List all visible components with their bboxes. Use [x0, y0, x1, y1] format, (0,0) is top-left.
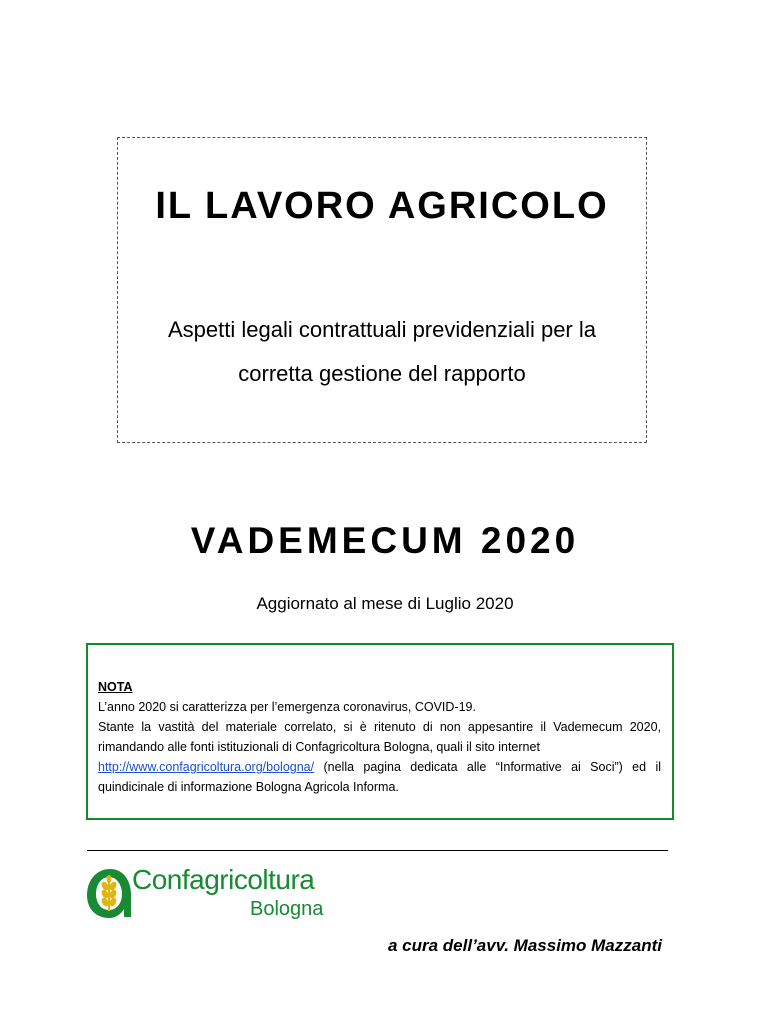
subtitle — [128, 308, 636, 396]
note-line-4 — [98, 757, 661, 777]
vademecum-heading: VADEMECUM 2020 — [190, 520, 580, 561]
note-line-3: rimandando alle fonti istituzionali di Confagricoltura Bologna, quali il sito internet — [98, 740, 540, 754]
wheat-a-logo-icon — [84, 866, 132, 920]
confagricoltura-link[interactable]: http://www.confagricoltura.org/bologna/ — [98, 760, 315, 774]
author-credit: a cura dell’avv. Massimo Mazzanti — [387, 936, 662, 955]
updated-date: Aggiornato al mese di Luglio 2020 — [256, 594, 514, 613]
note-title: NOTA — [98, 680, 133, 694]
subtitle-line-2: corretta gestione del rapporto — [238, 361, 526, 386]
note-line-4-text: (nella pagina dedicata alle “Informative ai Soci”) ed il — [314, 760, 661, 774]
confagricoltura-logo — [84, 866, 354, 924]
subtitle-line-1: Aspetti legali contrattuali previdenziali per la — [167, 317, 596, 342]
logo-city: Bologna — [250, 898, 324, 920]
main-title: IL LAVORO AGRICOLO — [155, 185, 609, 227]
separator-line — [87, 850, 668, 851]
note-line-5: quindicinale di informazione Bologna Agricola Informa. — [98, 780, 399, 794]
logo-name: Confagricoltura — [132, 864, 315, 895]
note-line-2: Stante la vastità del materiale correlato, si è ritenuto di non appesantire il Vademecum 2020, — [98, 720, 661, 734]
note-box — [86, 643, 674, 820]
note-line-1: L’anno 2020 si caratterizza per l’emergenza coronavirus, COVID-19. — [98, 700, 476, 714]
title-box — [117, 137, 647, 443]
